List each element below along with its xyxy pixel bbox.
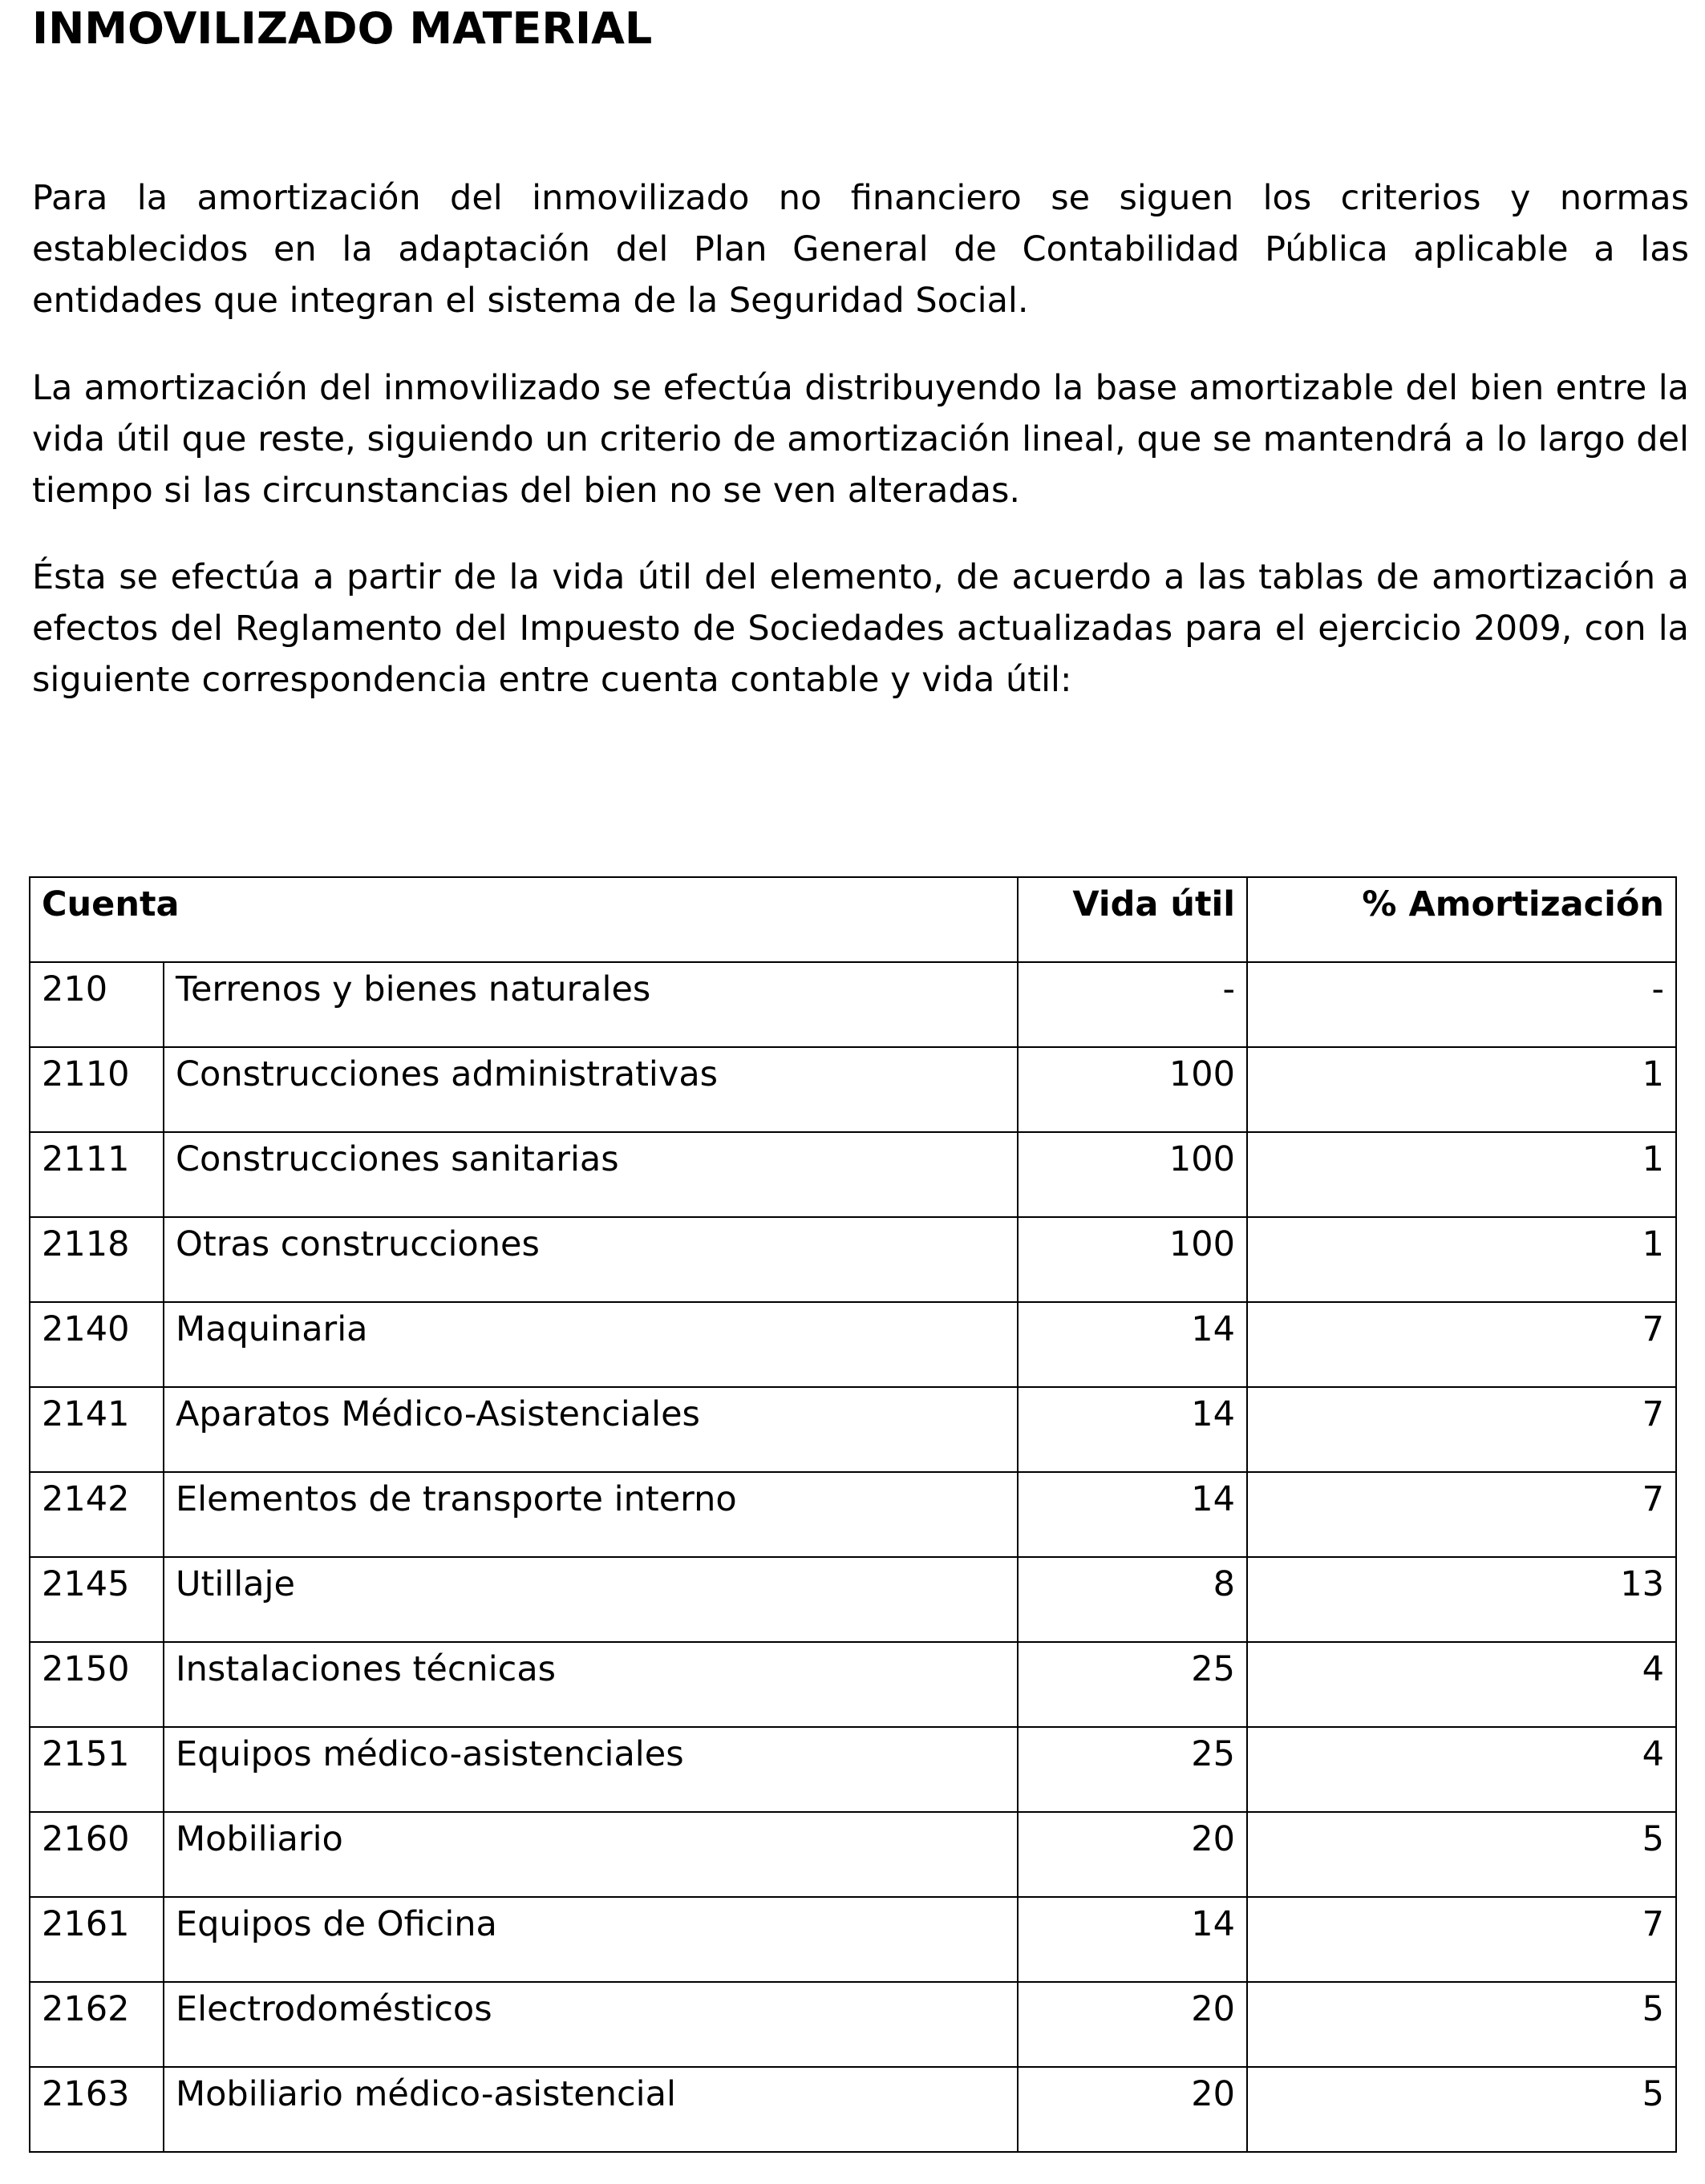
account-name-cell: Utillaje xyxy=(164,1557,1018,1642)
table-row xyxy=(30,1982,1676,2067)
table-row xyxy=(30,1047,1676,1132)
account-code-cell: 2111 xyxy=(30,1132,164,1217)
account-code-cell: 2162 xyxy=(30,1982,164,2067)
table-row xyxy=(30,1302,1676,1387)
useful-life-cell: 20 xyxy=(1018,2067,1247,2152)
column-header-vida-util: Vida útil xyxy=(1018,877,1247,962)
table-row xyxy=(30,1557,1676,1642)
table-row xyxy=(30,1472,1676,1557)
amortization-percent-cell: 7 xyxy=(1247,1897,1676,1982)
table-row xyxy=(30,1132,1676,1217)
account-name-cell: Elementos de transporte interno xyxy=(164,1472,1018,1557)
account-code-cell: 2140 xyxy=(30,1302,164,1387)
paragraph-useful-life-tables: Ésta se efectúa a partir de la vida útil del elemento, de acuerdo a las tablas de amortización a efectos del Reglamento del Impuesto de Sociedades actualizadas para el ejercicio 2009, con la siguiente correspondencia entre cuenta contable y vida útil: xyxy=(32,557,1689,700)
table-row xyxy=(30,1812,1676,1897)
amortization-percent-cell: 5 xyxy=(1247,1982,1676,2067)
table-row xyxy=(30,1897,1676,1982)
amortization-percent-cell: 13 xyxy=(1247,1557,1676,1642)
amortization-percent-cell: 7 xyxy=(1247,1472,1676,1557)
amortization-percent-cell: 5 xyxy=(1247,2067,1676,2152)
account-name-cell: Instalaciones técnicas xyxy=(164,1642,1018,1727)
amortization-percent-cell: 5 xyxy=(1247,1812,1676,1897)
account-name-cell: Equipos de Oficina xyxy=(164,1897,1018,1982)
account-code-cell: 2141 xyxy=(30,1387,164,1472)
account-name-cell: Aparatos Médico-Asistenciales xyxy=(164,1387,1018,1472)
amortization-percent-cell: 1 xyxy=(1247,1217,1676,1302)
amortization-percent-cell: - xyxy=(1247,962,1676,1047)
useful-life-cell: 100 xyxy=(1018,1132,1247,1217)
account-name-cell: Equipos médico-asistenciales xyxy=(164,1727,1018,1812)
useful-life-cell: 14 xyxy=(1018,1387,1247,1472)
account-code-cell: 2163 xyxy=(30,2067,164,2152)
column-header-cuenta: Cuenta xyxy=(30,877,1018,962)
table-body xyxy=(30,962,1676,2152)
account-name-cell: Otras construcciones xyxy=(164,1217,1018,1302)
useful-life-cell: 14 xyxy=(1018,1302,1247,1387)
table-row xyxy=(30,1217,1676,1302)
account-code-cell: 2142 xyxy=(30,1472,164,1557)
table-row xyxy=(30,1387,1676,1472)
paragraph-linear-amortization: La amortización del inmovilizado se efectúa distribuyendo la base amortizable del bien entre la vida útil que reste, siguiendo un criterio de amortización lineal, que se mantendrá a lo largo del tiempo si las circunstancias del bien no se ven alteradas. xyxy=(32,368,1689,511)
table-row xyxy=(30,1642,1676,1727)
useful-life-cell: 14 xyxy=(1018,1472,1247,1557)
column-header-amortizacion: % Amortización xyxy=(1247,877,1676,962)
useful-life-cell: 100 xyxy=(1018,1217,1247,1302)
account-name-cell: Mobiliario médico-asistencial xyxy=(164,2067,1018,2152)
table-row xyxy=(30,1727,1676,1812)
account-name-cell: Construcciones sanitarias xyxy=(164,1132,1018,1217)
account-name-cell: Electrodomésticos xyxy=(164,1982,1018,2067)
account-code-cell: 2161 xyxy=(30,1897,164,1982)
useful-life-cell: 8 xyxy=(1018,1557,1247,1642)
amortization-table xyxy=(29,876,1677,2153)
paragraph-amortization-criteria: Para la amortización del inmovilizado no financiero se siguen los criterios y normas establecidos en la adaptación del Plan General de Contabilidad Pública aplicable a las entidades que integran el sistema de la Seguridad Social. xyxy=(32,178,1689,321)
amortization-percent-cell: 4 xyxy=(1247,1642,1676,1727)
useful-life-cell: 25 xyxy=(1018,1642,1247,1727)
useful-life-cell: - xyxy=(1018,962,1247,1047)
account-code-cell: 210 xyxy=(30,962,164,1047)
useful-life-cell: 100 xyxy=(1018,1047,1247,1132)
account-name-cell: Maquinaria xyxy=(164,1302,1018,1387)
account-name-cell: Mobiliario xyxy=(164,1812,1018,1897)
useful-life-cell: 25 xyxy=(1018,1727,1247,1812)
useful-life-cell: 14 xyxy=(1018,1897,1247,1982)
amortization-percent-cell: 1 xyxy=(1247,1047,1676,1132)
table-header-row xyxy=(30,877,1676,962)
account-code-cell: 2150 xyxy=(30,1642,164,1727)
useful-life-cell: 20 xyxy=(1018,1812,1247,1897)
useful-life-cell: 20 xyxy=(1018,1982,1247,2067)
account-code-cell: 2145 xyxy=(30,1557,164,1642)
account-code-cell: 2110 xyxy=(30,1047,164,1132)
account-name-cell: Construcciones administrativas xyxy=(164,1047,1018,1132)
amortization-percent-cell: 4 xyxy=(1247,1727,1676,1812)
account-code-cell: 2118 xyxy=(30,1217,164,1302)
amortization-percent-cell: 1 xyxy=(1247,1132,1676,1217)
account-name-cell: Terrenos y bienes naturales xyxy=(164,962,1018,1047)
amortization-percent-cell: 7 xyxy=(1247,1302,1676,1387)
account-code-cell: 2151 xyxy=(30,1727,164,1812)
page-title: INMOVILIZADO MATERIAL xyxy=(32,3,653,54)
table-row xyxy=(30,962,1676,1047)
amortization-percent-cell: 7 xyxy=(1247,1387,1676,1472)
account-code-cell: 2160 xyxy=(30,1812,164,1897)
table-row xyxy=(30,2067,1676,2152)
